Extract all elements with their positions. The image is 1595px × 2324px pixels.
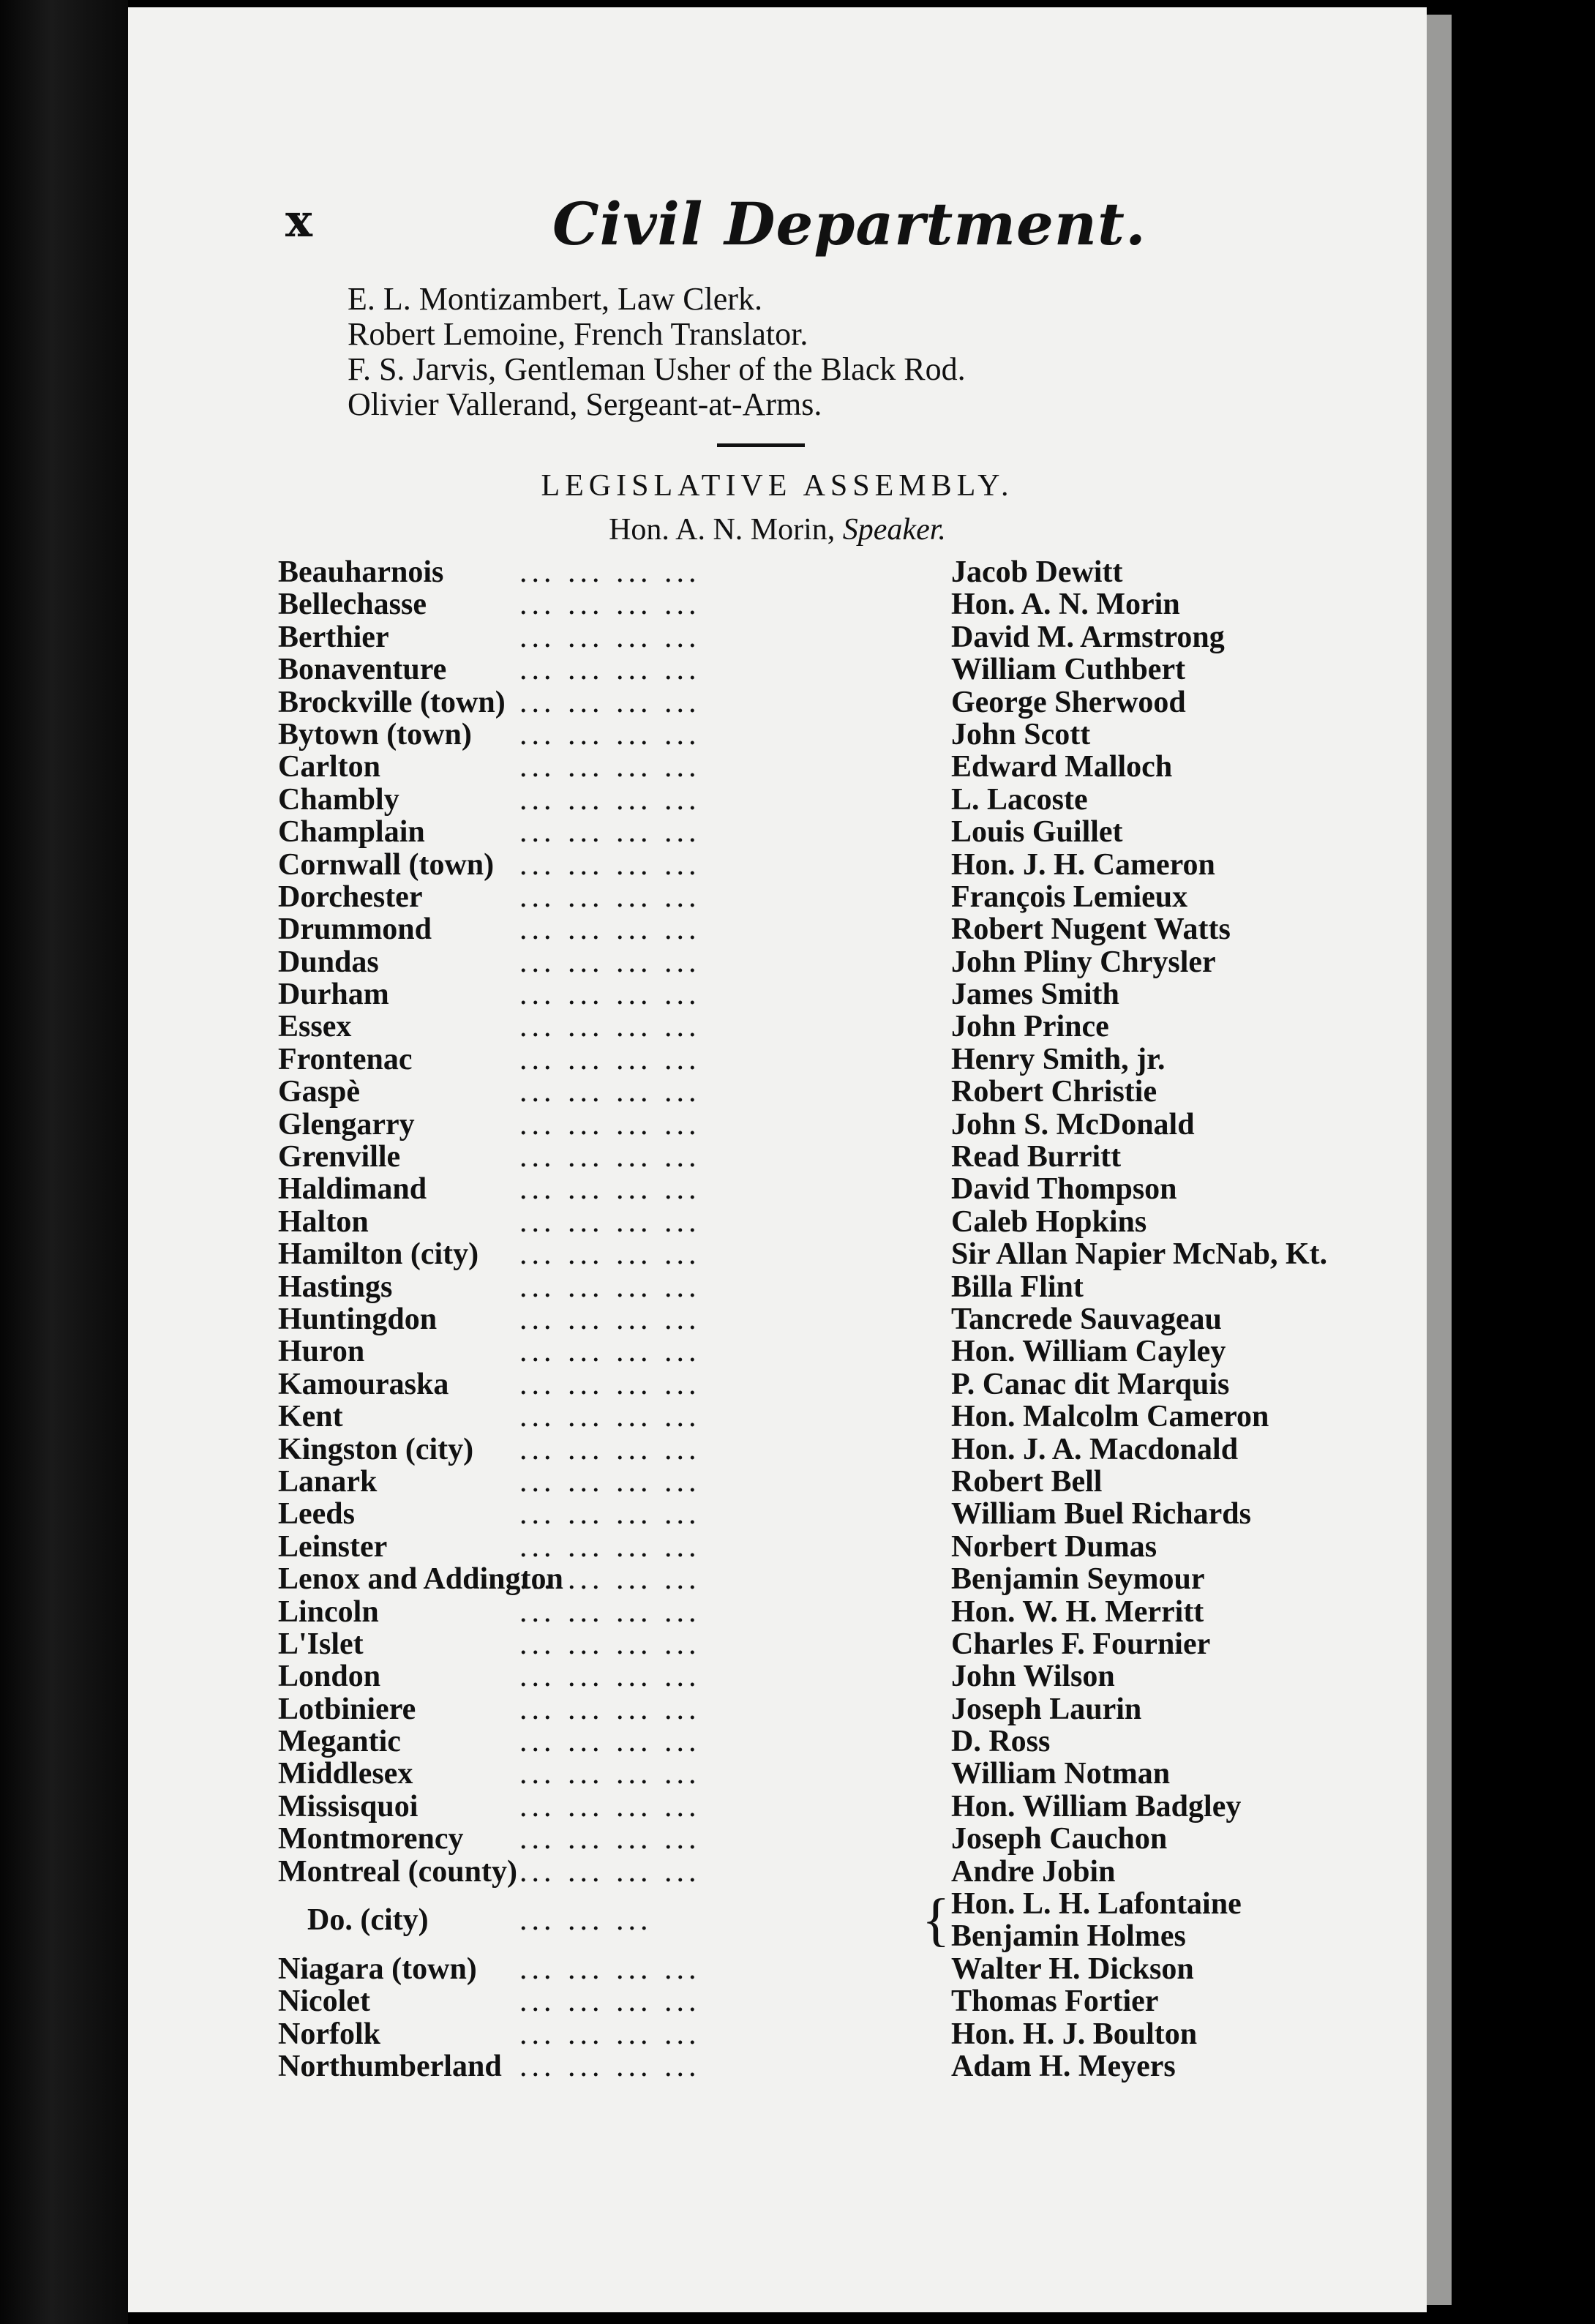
dot-leader: ... ... ... ...	[519, 1204, 701, 1239]
member-row	[278, 1335, 1339, 1368]
member-row	[278, 2018, 1339, 2050]
member-name: Hon. L. H. Lafontaine	[951, 1887, 1242, 1922]
member-row	[278, 1011, 1339, 1043]
dot-leader: ... ... ... ...	[519, 1335, 701, 1369]
dot-leader: ... ... ... ...	[519, 1400, 701, 1434]
member-row	[278, 1303, 1339, 1335]
dot-leader: ... ... ... ...	[519, 1367, 701, 1401]
dot-leader: ... ... ... ...	[519, 1789, 701, 1823]
member-row	[278, 849, 1339, 881]
member-name: Robert Bell	[951, 1464, 1103, 1499]
binding-shadow	[0, 0, 128, 2324]
dot-leader: ... ... ... ...	[519, 1594, 701, 1629]
page-title: Civil Department.	[552, 190, 1146, 258]
member-name: Edward Malloch	[951, 750, 1173, 784]
dot-leader: ... ... ... ...	[519, 1854, 701, 1889]
member-row	[278, 588, 1339, 621]
page-edge	[1427, 15, 1452, 2305]
constituency-name: Huron	[278, 1335, 365, 1369]
member-row	[278, 1758, 1339, 1790]
brace-glyph: {	[922, 1888, 950, 1953]
member-row	[278, 686, 1339, 719]
member-name: Joseph Laurin	[951, 1692, 1142, 1726]
member-name: L. Lacoste	[951, 782, 1088, 817]
constituency-name: Lanark	[278, 1464, 378, 1499]
dot-leader: ... ... ... ...	[519, 620, 701, 654]
dot-leader: ... ... ... ...	[519, 1757, 701, 1791]
member-name: Jacob Dewitt	[951, 555, 1123, 589]
constituency-name: Berthier	[278, 620, 389, 654]
constituency-name: Bellechasse	[278, 588, 427, 622]
member-row	[278, 1985, 1339, 2017]
dot-leader: ... ... ... ...	[519, 1237, 701, 1272]
member-name: John Pliny Chrysler	[951, 945, 1216, 979]
member-row	[278, 1660, 1339, 1693]
member-name: Benjamin Holmes	[951, 1919, 1186, 1954]
dot-leader: ... ... ... ...	[519, 1660, 701, 1694]
constituency-name: Kamouraska	[278, 1367, 449, 1401]
constituency-name: L'Islet	[278, 1627, 364, 1661]
dot-leader: ... ... ... ...	[519, 1692, 701, 1726]
member-row	[278, 816, 1339, 848]
dot-leader: ... ... ... ...	[519, 1270, 701, 1304]
member-row	[278, 1823, 1339, 1855]
speaker-line	[128, 512, 1427, 547]
dot-leader: ... ... ... ...	[519, 685, 701, 719]
dot-leader: ... ... ... ...	[519, 1984, 701, 2019]
dot-leader: ... ... ... ...	[519, 912, 701, 947]
dot-leader: ... ... ... ...	[519, 1042, 701, 1076]
member-row	[278, 1953, 1339, 1985]
constituency-name: Huntingdon	[278, 1302, 438, 1336]
member-name: James Smith	[951, 978, 1119, 1012]
member-row	[278, 556, 1339, 588]
member-name: P. Canac dit Marquis	[951, 1367, 1230, 1401]
member-row	[278, 1466, 1339, 1498]
member-row	[278, 2050, 1339, 2083]
constituency-name: Halton	[278, 1204, 369, 1239]
constituency-name: Dorchester	[278, 880, 423, 914]
member-row	[278, 1173, 1339, 1205]
officer-line: Robert Lemoine, French Translator.	[348, 316, 808, 352]
member-row	[278, 1596, 1339, 1628]
constituency-name: Champlain	[278, 815, 425, 850]
constituency-name: Kent	[278, 1400, 343, 1434]
dot-leader: ... ... ... ...	[519, 1562, 701, 1597]
section-heading: LEGISLATIVE ASSEMBLY.	[541, 469, 1014, 503]
dot-leader: ... ... ... ...	[519, 782, 701, 817]
member-name: Thomas Fortier	[951, 1984, 1159, 2019]
speaker-role: Speaker.	[842, 513, 946, 547]
dot-leader: ... ... ... ...	[519, 1627, 701, 1661]
officers-list	[348, 282, 966, 422]
member-row	[278, 1206, 1339, 1238]
member-name: Hon. J. H. Cameron	[951, 847, 1215, 882]
member-row	[278, 1563, 1339, 1595]
member-name: Hon. A. N. Morin	[951, 588, 1180, 622]
constituency-name: Norfolk	[278, 2017, 380, 2051]
member-name: Caleb Hopkins	[951, 1204, 1147, 1239]
dot-leader: ... ... ... ...	[519, 1822, 701, 1856]
members-list	[278, 556, 1339, 2083]
member-name: Louis Guillet	[951, 815, 1123, 850]
constituency-name: Grenville	[278, 1140, 401, 1174]
member-name: John Scott	[951, 717, 1091, 751]
member-row	[278, 1628, 1339, 1660]
constituency-name: Gaspè	[278, 1075, 361, 1109]
member-name: D. Ross	[951, 1725, 1051, 1759]
member-row	[278, 946, 1339, 978]
member-name: Robert Christie	[951, 1075, 1157, 1109]
member-row	[278, 1856, 1339, 1888]
dot-leader: ... ... ... ...	[519, 1107, 701, 1142]
constituency-name: Do. (city)	[307, 1903, 429, 1938]
dot-leader: ... ... ... ...	[519, 1010, 701, 1044]
dot-leader: ... ... ... ...	[519, 815, 701, 850]
member-name: Read Burritt	[951, 1140, 1122, 1174]
constituency-name: Missisquoi	[278, 1789, 419, 1823]
constituency-name: Essex	[278, 1010, 352, 1044]
member-name: Billa Flint	[951, 1270, 1084, 1304]
member-row	[278, 1791, 1339, 1823]
member-name: Hon. Malcolm Cameron	[951, 1400, 1269, 1434]
member-row	[278, 621, 1339, 653]
constituency-name: Dundas	[278, 945, 379, 979]
member-row	[278, 751, 1339, 783]
constituency-name: Northumberland	[278, 2049, 502, 2083]
member-row	[278, 1531, 1339, 1563]
member-row	[278, 1109, 1339, 1141]
member-name: William Buel Richards	[951, 1497, 1251, 1532]
dot-leader: ... ... ...	[519, 1903, 653, 1938]
member-row	[278, 1693, 1339, 1725]
constituency-name: Bonaventure	[278, 653, 447, 687]
constituency-name: Middlesex	[278, 1757, 413, 1791]
member-row	[278, 881, 1339, 913]
member-name: Andre Jobin	[951, 1854, 1116, 1889]
member-name: Hon. W. H. Merritt	[951, 1594, 1204, 1629]
dot-leader: ... ... ... ...	[519, 717, 701, 751]
member-row	[278, 1498, 1339, 1530]
member-name: George Sherwood	[951, 685, 1186, 719]
member-name: Hon. H. J. Boulton	[951, 2017, 1198, 2051]
constituency-name: Drummond	[278, 912, 432, 947]
dot-leader: ... ... ... ...	[519, 2017, 701, 2051]
constituency-name: Montmorency	[278, 1822, 464, 1856]
member-name: Norbert Dumas	[951, 1529, 1157, 1564]
officer-line: F. S. Jarvis, Gentleman Usher of the Black Rod.	[348, 351, 966, 387]
constituency-name: Lotbiniere	[278, 1692, 416, 1726]
dot-leader: ... ... ... ...	[519, 1075, 701, 1109]
member-row	[278, 1076, 1339, 1108]
member-name: John S. McDonald	[951, 1107, 1195, 1142]
member-name: William Cuthbert	[951, 653, 1186, 687]
constituency-name: Cornwall (town)	[278, 847, 495, 882]
member-name: David Thompson	[951, 1172, 1177, 1207]
member-name: François Lemieux	[951, 880, 1188, 914]
constituency-name: Megantic	[278, 1725, 401, 1759]
dot-leader: ... ... ... ...	[519, 1529, 701, 1564]
constituency-name: Bytown (town)	[278, 717, 472, 751]
member-row	[278, 1271, 1339, 1303]
member-row-double	[278, 1888, 1339, 1953]
member-row	[278, 1401, 1339, 1433]
constituency-name: Haldimand	[278, 1172, 427, 1207]
constituency-name: Niagara (town)	[278, 1952, 477, 1986]
member-name: John Prince	[951, 1010, 1109, 1044]
member-name: Benjamin Seymour	[951, 1562, 1205, 1597]
dot-leader: ... ... ... ...	[519, 1952, 701, 1986]
member-row	[278, 719, 1339, 751]
member-row	[278, 1238, 1339, 1270]
dot-leader: ... ... ... ...	[519, 978, 701, 1012]
constituency-name: Kingston (city)	[278, 1432, 474, 1466]
constituency-name: London	[278, 1660, 381, 1694]
speaker-name: Hon. A. N. Morin,	[609, 513, 843, 547]
member-name: Adam H. Meyers	[951, 2049, 1176, 2083]
dot-leader: ... ... ... ...	[519, 1432, 701, 1466]
member-name: Sir Allan Napier McNab, Kt.	[951, 1237, 1328, 1272]
officer-line: Olivier Vallerand, Sergeant-at-Arms.	[348, 386, 822, 422]
officer-line: E. L. Montizambert, Law Clerk.	[348, 281, 762, 317]
page-number: x	[285, 194, 312, 247]
constituency-name: Chambly	[278, 782, 399, 817]
dot-leader: ... ... ... ...	[519, 1140, 701, 1174]
page-header	[128, 190, 1427, 274]
constituency-name: Montreal (county)	[278, 1854, 517, 1889]
dot-leader: ... ... ... ...	[519, 555, 701, 589]
dot-leader: ... ... ... ...	[519, 653, 701, 687]
dot-leader: ... ... ... ...	[519, 1172, 701, 1207]
member-name: Joseph Cauchon	[951, 1822, 1168, 1856]
constituency-name: Hastings	[278, 1270, 393, 1304]
member-row	[278, 1141, 1339, 1173]
dot-leader: ... ... ... ...	[519, 750, 701, 784]
constituency-name: Leeds	[278, 1497, 355, 1532]
constituency-name: Durham	[278, 978, 389, 1012]
constituency-name: Nicolet	[278, 1984, 370, 2019]
member-name: Robert Nugent Watts	[951, 912, 1231, 947]
dot-leader: ... ... ... ...	[519, 880, 701, 914]
member-name: Tancrede Sauvageau	[951, 1302, 1222, 1336]
member-row	[278, 1725, 1339, 1758]
member-name: Hon. J. A. Macdonald	[951, 1432, 1239, 1466]
member-name: William Notman	[951, 1757, 1171, 1791]
constituency-name: Lincoln	[278, 1594, 379, 1629]
member-row	[278, 1043, 1339, 1076]
member-name: Hon. William Badgley	[951, 1789, 1242, 1823]
constituency-name: Frontenac	[278, 1042, 413, 1076]
dot-leader: ... ... ... ...	[519, 847, 701, 882]
dot-leader: ... ... ... ...	[519, 1497, 701, 1532]
dot-leader: ... ... ... ...	[519, 1302, 701, 1336]
member-row	[278, 913, 1339, 945]
dot-leader: ... ... ... ...	[519, 945, 701, 979]
dot-leader: ... ... ... ...	[519, 1464, 701, 1499]
dot-leader: ... ... ... ...	[519, 1725, 701, 1759]
member-name: John Wilson	[951, 1660, 1115, 1694]
dot-leader: ... ... ... ...	[519, 588, 701, 622]
section-divider	[717, 443, 805, 447]
member-row	[278, 978, 1339, 1011]
member-row	[278, 1433, 1339, 1466]
member-name: Henry Smith, jr.	[951, 1042, 1166, 1076]
member-name: Hon. William Cayley	[951, 1335, 1226, 1369]
member-name: Charles F. Fournier	[951, 1627, 1211, 1661]
member-name: David M. Armstrong	[951, 620, 1225, 654]
constituency-name: Glengarry	[278, 1107, 415, 1142]
constituency-name: Lenox and Addington	[278, 1562, 563, 1597]
constituency-name: Leinster	[278, 1529, 388, 1564]
constituency-name: Brockville (town)	[278, 685, 506, 719]
constituency-name: Beauharnois	[278, 555, 444, 589]
member-row	[278, 653, 1339, 686]
member-name: Walter H. Dickson	[951, 1952, 1194, 1986]
dot-leader: ... ... ... ...	[519, 2049, 701, 2083]
member-row	[278, 1368, 1339, 1401]
constituency-name: Hamilton (city)	[278, 1237, 479, 1272]
constituency-name: Carlton	[278, 750, 380, 784]
page-sheet	[128, 7, 1427, 2312]
member-row	[278, 784, 1339, 816]
